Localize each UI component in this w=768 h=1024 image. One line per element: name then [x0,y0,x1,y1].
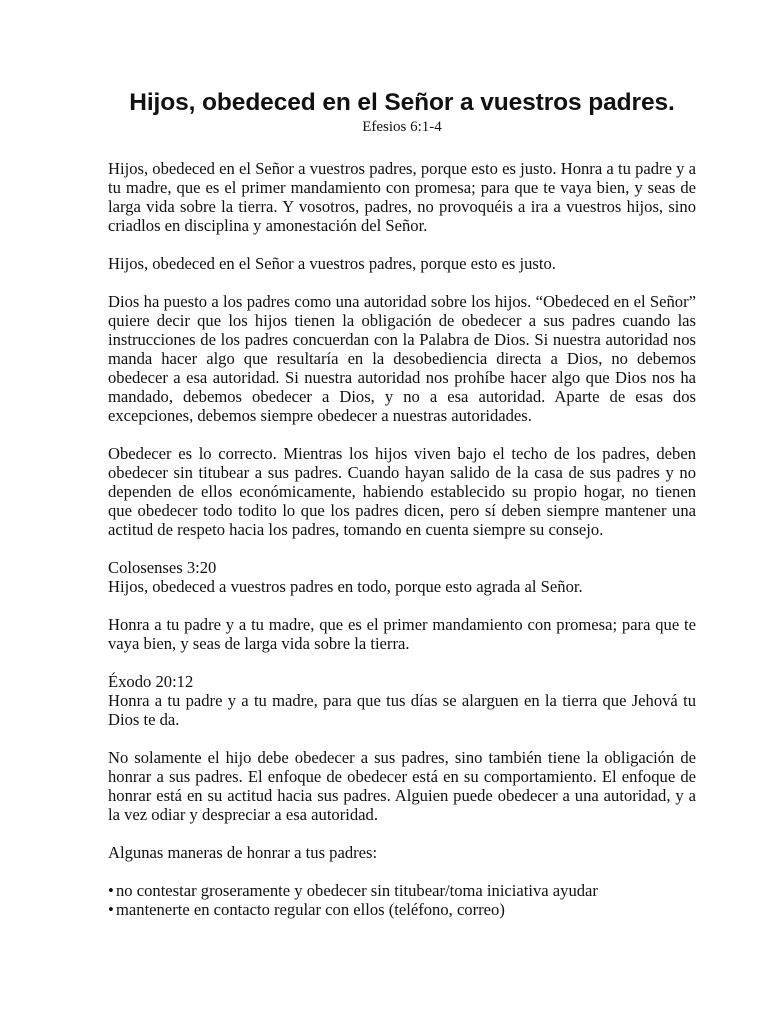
bullet-icon: • [108,881,114,900]
document-page [108,88,696,919]
exodo-block [108,672,696,729]
exodo-reference: Éxodo 20:12 [108,672,194,691]
bullet-icon: • [108,900,114,919]
maneras-heading: Algunas maneras de honrar a tus padres: [108,843,378,862]
exodo-text: Honra a tu padre y a tu madre, para que tus días se alarguen en la tierra que Jehová tu Dios te da. [108,691,696,729]
colosenses-block [108,558,696,596]
paragraph-2: Hijos, obedeced en el Señor a vuestros padres, porque esto es justo. [108,254,556,273]
scripture-reference: Efesios 6:1-4 [362,119,442,135]
list-item [108,881,696,900]
list-item-text: mantenerte en contacto regular con ellos (teléfono, correo) [116,900,505,919]
list-item [108,900,696,919]
document-title: Hijos, obedeced en el Señor a vuestros padres. [129,89,675,116]
list-item-text: no contestar groseramente y obedecer sin titubear/toma iniciativa ayudar [116,881,598,900]
colosenses-reference: Colosenses 3:20 [108,558,217,577]
colosenses-text: Hijos, obedeced a vuestros padres en todo, porque esto agrada al Señor. [108,577,583,596]
paragraph-3: Dios ha puesto a los padres como una autoridad sobre los hijos. “Obedeced en el Señor” quiere decir que los hijos tienen la obligación de obedecer a sus padres cuando las instrucciones de los padres concuerdan con la Palabra de Dios. Si nuestra autoridad nos manda hacer algo que resultaría en la desobediencia directa a Dios, no debemos obedecer a esa autoridad. Si nuestra autoridad nos prohíbe hacer algo que Dios nos ha mandado, debemos obedecer a Dios, y no a esa autoridad. Aparte de esas dos excepciones, debemos siempre obedecer a nuestras autoridades. [108,292,696,425]
paragraph-1: Hijos, obedeced en el Señor a vuestros padres, porque esto es justo. Honra a tu padre y a tu madre, que es el primer mandamiento con promesa; para que te vaya bien, y seas de larga vida sobre la tierra. Y vosotros, padres, no provoquéis a ira a vuestros hijos, sino criadlos en disciplina y amonestación del Señor. [108,159,696,235]
paragraph-4: Obedecer es lo correcto. Mientras los hijos viven bajo el techo de los padres, deben obedecer sin titubear a sus padres. Cuando hayan salido de la casa de sus padres y no dependen de ellos económicamente, habiendo establecido su propio hogar, no tienen que obedecer todo todito lo que los padres dicen, pero sí deben siempre mantener una actitud de respeto hacia los padres, tomando en cuenta siempre su consejo. [108,444,696,539]
honra-paragraph: Honra a tu padre y a tu madre, que es el primer mandamiento con promesa; para que te vaya bien, y seas de larga vida sobre la tierra. [108,615,696,653]
maneras-list [108,881,696,919]
honrar-paragraph: No solamente el hijo debe obedecer a sus padres, sino también tiene la obligación de honrar a sus padres. El enfoque de obedecer está en su comportamiento. El enfoque de honrar está en su actitud hacia sus padres. Alguien puede obedecer a una autoridad, y a la vez odiar y despreciar a esa autoridad. [108,748,696,824]
